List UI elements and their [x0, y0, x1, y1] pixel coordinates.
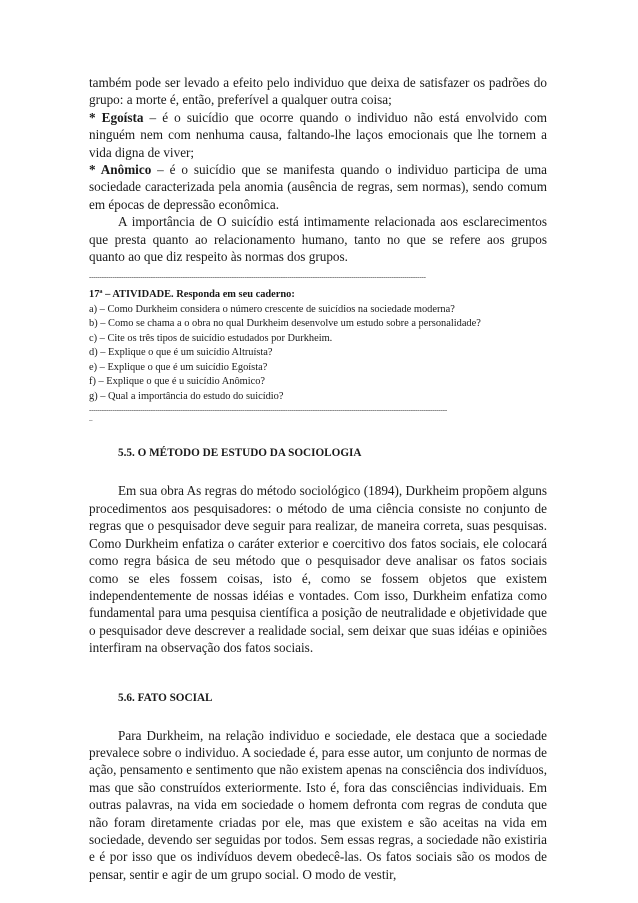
paragraph-metodo: Em sua obra As regras do método sociológico (1894), Durkheim propõem alguns procedimentos aos pesquisadores: o método de uma ciência consiste no conjunto de regras que o pesquisador deve seguir para realizar, de maneira correta, suas pesquisas. Como Durkheim enfatiza o caráter exterior e coercitivo dos fatos sociais, ele colocará como regra básica de seu método que o pesquisador deve analisar os fatos sociais como se eles fossem coisas, isto é, como se fossem objetos que existem independentemente de nossas idéias e vontades. Com isso, Durkheim enfatiza como fundamental para uma pesquisa científica a posição de neutralidade e objetividade que o pesquisador deve descrever a realidade social, sem deixar que suas idéias e opiniões interfiram na observação dos fatos sociais.	[89, 483, 547, 656]
activity-item: c) – Cite os três tipos de suicídio estudados por Durkheim.	[89, 332, 333, 344]
anomico-text: – é o suicídio que se manifesta quando o individuo participa de uma sociedade caracterizada pela anomia (ausência de regras, sem normas), sendo comum em épocas de depressão econômica.	[89, 162, 547, 212]
separator-bottom-tail: –	[89, 416, 93, 425]
activity-item: e) – Explique o que é um suicídio Egoísta?	[89, 361, 268, 373]
paragraph-altruista-end: também pode ser levado a efeito pelo individuo que deixa de satisfazer os padrões do grupo: a morte é, então, preferível a qualquer outra coisa;	[89, 75, 547, 108]
activity-item: f) – Explique o que é u suicídio Anômico?	[89, 376, 266, 388]
activity-block	[89, 288, 547, 404]
section-heading-metodo: 5.5. O MÉTODO DE ESTUDO DA SOCIOLOGIA	[118, 447, 362, 460]
egoista-label: * Egoísta	[89, 109, 144, 125]
section-heading-fato-social: 5.6. FATO SOCIAL	[118, 691, 213, 704]
paragraph-importancia: A importância de O suicídio está intimamente relacionada aos esclarecimentos que presta quanto ao relacionamento humano, tanto no que se refere aos grupos quanto ao que diz respeito às normas dos grupos.	[89, 214, 547, 265]
anomico-label: * Anômico	[89, 162, 152, 178]
paragraph-anomico	[89, 161, 547, 213]
separator-bottom: ------------------------------------------------------------------------------------------------------------------------------------------------------------------------	[89, 406, 448, 415]
activity-item: b) – Como se chama a o obra no qual Durkheim desenvolve um estudo sobre a personalidade?	[89, 318, 481, 330]
separator-top: --------------------------------------------------------------------------------------------------------------------------------------------------------------	[89, 273, 426, 282]
activity-item: d) – Explique o que é um suicídio Altruísta?	[89, 347, 273, 359]
activity-title: 17ª – ATIVIDADE. Responda em seu caderno:	[89, 289, 295, 301]
activity-item: g) – Qual a importância do estudo do suicídio?	[89, 390, 284, 402]
document-page	[89, 74, 547, 883]
egoista-text: – é o suicídio que ocorre quando o individuo não está envolvido com ninguém nem com nenhuma causa, faltando-lhe laços emocionais que lhe tornem a vida digna de viver;	[89, 109, 548, 160]
paragraph-egoista	[89, 109, 547, 161]
paragraph-fato-social: Para Durkheim, na relação individuo e sociedade, ele destaca que a sociedade prevalece sobre o individuo. A sociedade é, para esse autor, um conjunto de normas de ação, pensamento e sentimento que não existem apenas na consciência dos indivíduos, mas que são construídos exteriormente. Isto é, fora das consciências individuais. Em outras palavras, na vida em sociedade o homem defronta com regras de conduta que não foram diretamente criadas por ele, mas que existem e são aceitas na vida em sociedade, devendo ser seguidas por todos. Sem essas regras, a sociedade não existiria e é por isso que os indivíduos devem obedecê-las. Os fatos sociais são os modos de pensar, sentir e agir de um grupo social. O modo de vestir,	[89, 727, 547, 882]
activity-item: a) – Como Durkheim considera o número crescente de suicídios na sociedade moderna?	[89, 303, 455, 315]
